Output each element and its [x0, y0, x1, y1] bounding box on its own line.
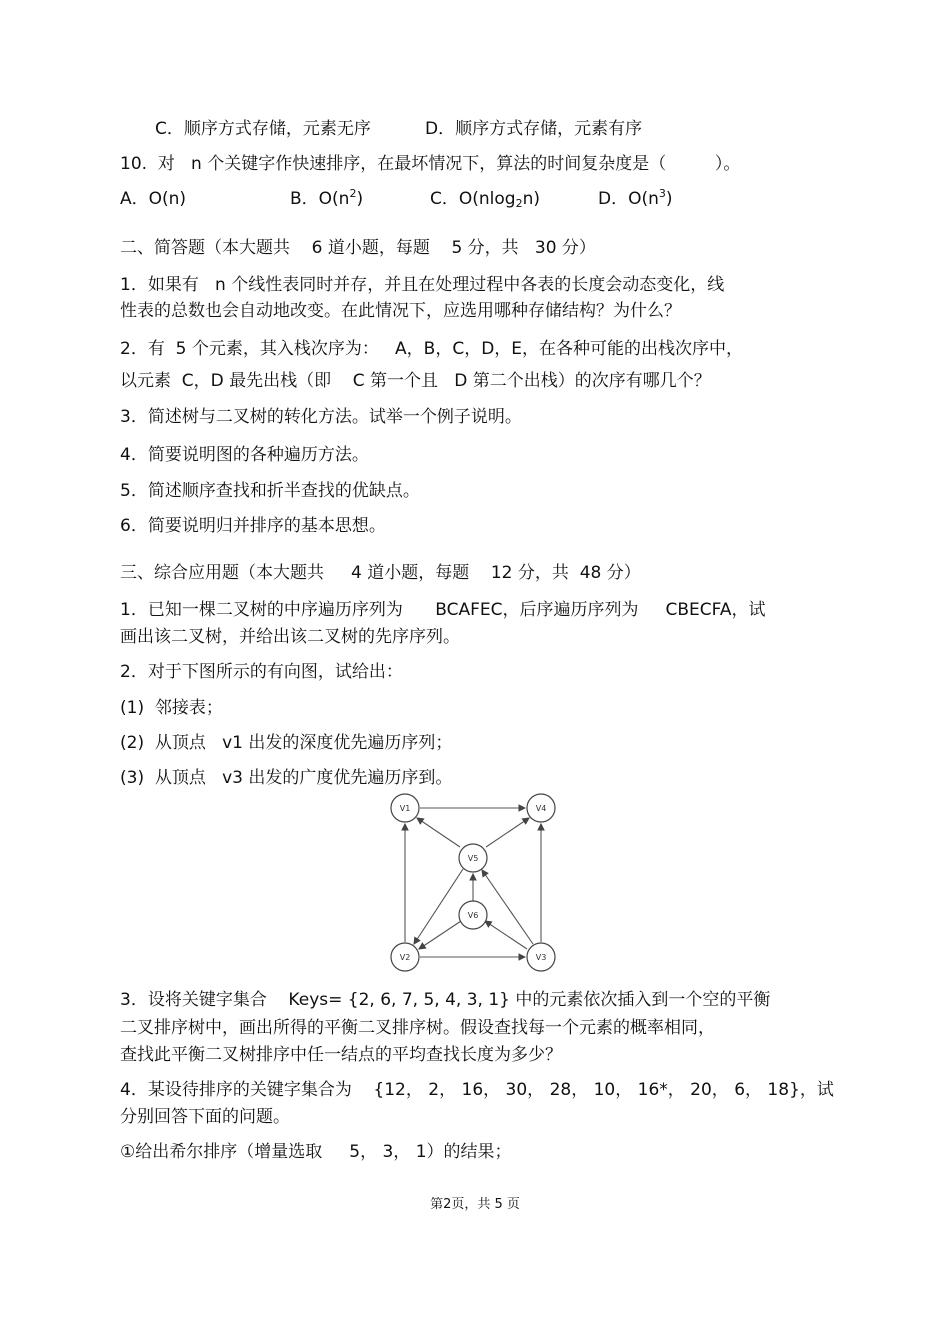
q10-option-d-text: D．O(n: [598, 189, 659, 209]
s3-q3-line3: 查找此平衡二叉树排序中任一结点的平均查找长度为多少？: [120, 1045, 562, 1065]
label-v6: V6: [467, 911, 479, 920]
edge-v5-v1: [417, 818, 460, 847]
q10-option-b-close: ): [356, 189, 364, 209]
s3-q4-line2: 分别回答下面的问题。: [120, 1107, 290, 1127]
q10-option-b-exp: 2: [349, 187, 357, 200]
s3-q2-part1: (1) 邻接表；: [120, 698, 223, 718]
s3-q3-line2: 二叉排序树中，画出所得的平衡二叉排序树。假设查找每一个元素的概率相同，: [120, 1018, 715, 1038]
s2-q4: 4．简要说明图的各种遍历方法。: [120, 445, 369, 465]
label-v1: V1: [399, 804, 411, 813]
q10-option-a: A．O(n): [120, 189, 187, 209]
q10-option-c: [430, 188, 540, 210]
edge-v6-v2: [419, 921, 461, 949]
s3-q2-part2: (2) 从顶点 v1 出发的深度优先遍历序列；: [120, 733, 453, 753]
s2-q1-line1: 1．如果有 n 个线性表同时并存，并且在处理过程中各表的长度会动态变化，线: [120, 275, 725, 295]
s3-q2-part3: (3) 从顶点 v3 出发的广度优先遍历序到。: [120, 768, 453, 788]
edge-v3-v5: [482, 870, 533, 944]
page-footer: 第2页，共 5 页: [430, 1197, 520, 1212]
s2-q1-line2: 性表的总数也会自动地改变。在此情况下，应选用哪种存储结构？为什么？: [120, 301, 681, 321]
edge-v5-v2: [414, 869, 463, 944]
s3-q4-line1: 4．某设待排序的关键字集合为 {12， 2， 16， 30， 28， 10， 16*， 20， 6， 18}，试: [120, 1080, 834, 1100]
s3-q4-part1: ①给出希尔排序（增量选取 5， 3， 1）的结果；: [120, 1142, 512, 1162]
s2-q3: 3．简述树与二叉树的转化方法。试举一个例子说明。: [120, 407, 522, 427]
label-v2: V2: [399, 953, 411, 962]
label-v3: V3: [535, 953, 547, 962]
directed-graph-figure: [387, 790, 559, 974]
s3-q2: 2．对于下图所示的有向图，试给出：: [120, 662, 403, 682]
section2-title: 二、简答题（本大题共 6 道小题，每题 5 分，共 30 分）: [120, 238, 596, 258]
q10-option-d: [598, 188, 673, 210]
s2-q6: 6．简要说明归并排序的基本思想。: [120, 516, 386, 536]
s2-q5: 5．简述顺序查找和折半查找的优缺点。: [120, 481, 420, 501]
q10-option-d-close: ): [665, 189, 673, 209]
q10-option-c-sub: 2: [515, 197, 523, 210]
q10-option-c-text: C．O(nlog: [430, 189, 516, 209]
s3-q3-line1: 3．设将关键字集合 Keys= {2, 6, 7, 5, 4, 3, 1} 中的元素依次插入到一个空的平衡: [120, 990, 771, 1010]
s2-q2-line1: 2．有 5 个元素，其入栈次序为： A，B，C，D，E，在各种可能的出栈次序中，: [120, 339, 744, 359]
s3-q1-line2: 画出该二叉树，并给出该二叉树的先序序列。: [120, 627, 460, 647]
q9-option-d: D．顺序方式存储，元素有序: [425, 119, 643, 139]
s3-q1-line1: 1．已知一棵二叉树的中序遍历序列为 BCAFEC，后序遍历序列为 CBECFA，试: [120, 600, 766, 620]
q10-option-b-text: B．O(n: [290, 189, 350, 209]
edge-v5-v4: [486, 818, 529, 847]
q9-option-c: C．顺序方式存储，元素无序: [155, 119, 371, 139]
s2-q2-line2: 以元素 C，D 最先出栈（即 C 第一个且 D 第二个出栈）的次序有哪几个？: [120, 371, 711, 391]
q10-stem: 10. 对 n 个关键字作快速排序，在最坏情况下，算法的时间复杂度是（ ）。: [120, 154, 741, 174]
label-v4: V4: [535, 804, 547, 813]
q10-option-c-close: n): [522, 189, 540, 209]
q10-option-d-exp: 3: [658, 187, 666, 200]
q10-option-b: [290, 188, 363, 210]
label-v5: V5: [467, 854, 479, 863]
section3-title: 三、综合应用题（本大题共 4 道小题，每题 12 分，共 48 分）: [120, 563, 641, 583]
